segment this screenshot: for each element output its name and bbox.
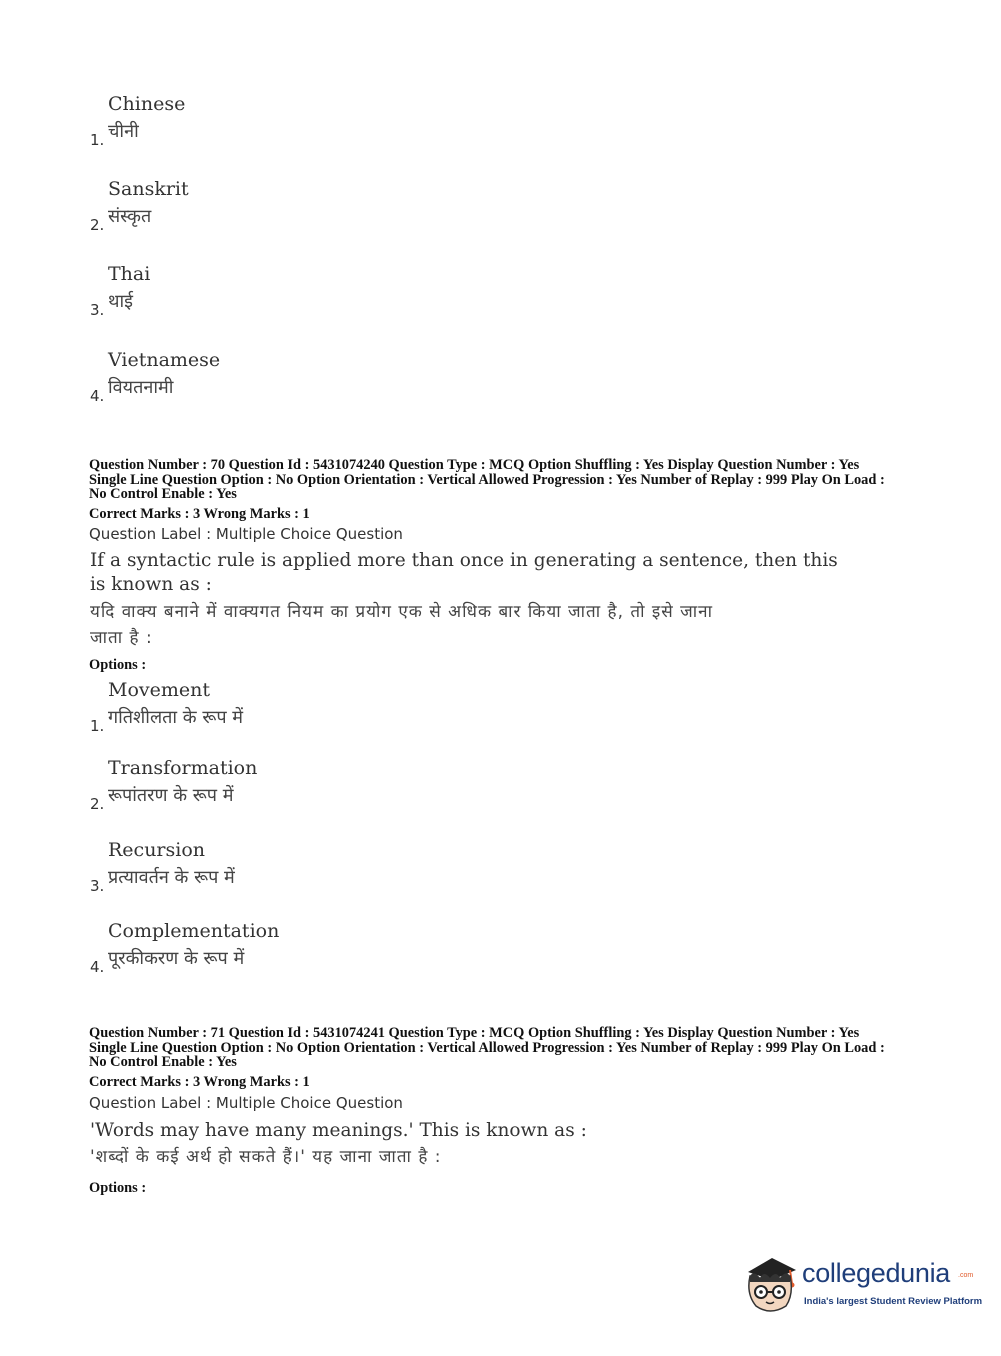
text-line: is known as : [90, 574, 212, 595]
option-text-hi: थाई [108, 291, 134, 312]
q71-question-text-en: 'Words may have many meanings.' This is known as : [90, 1120, 587, 1141]
option-text-en: Movement [108, 679, 211, 701]
meta-line: Question Number : 71 Question Id : 5431074241 Question Type : MCQ Option Shuffling : Yes Display Question Number : Yes [89, 1025, 860, 1041]
option-text-hi: पूरकीकरण के रूप में [108, 948, 245, 969]
q71-question-text-hi: 'शब्दों के कई अर्थ हो सकते हैं।' यह जाना जाता है : [90, 1147, 442, 1167]
option-number: 4. [90, 387, 105, 405]
q71-question-label: Question Label : Multiple Choice Question [89, 1094, 403, 1112]
option-text-en: Chinese [108, 93, 186, 115]
option-text-en: Sanskrit [108, 178, 189, 200]
collegedunia-logo [742, 1250, 983, 1316]
logo-tagline: India's largest Student Review Platform [804, 1296, 983, 1307]
option-text-en: Thai [108, 263, 151, 285]
option-text-hi: रूपांतरण के रूप में [108, 785, 234, 806]
meta-line: Single Line Question Option : No Option Orientation : Vertical Allowed Progression : Yes Number of Replay : 999 Play On Load : [89, 471, 885, 488]
logo-domain: .com [958, 1272, 974, 1279]
option-text-en: Complementation [108, 920, 280, 942]
q70-question-text-en [90, 549, 838, 597]
option-text-hi: चीनी [108, 121, 139, 142]
meta-line: No Control Enable : Yes [89, 1054, 237, 1070]
q71-options-label: Options : [89, 1180, 147, 1196]
option-number: 1. [90, 131, 105, 149]
q70-meta [89, 458, 919, 502]
option-number: 3. [90, 301, 105, 319]
option-text-en: Transformation [108, 757, 258, 779]
option-number: 4. [90, 958, 105, 976]
option-number: 2. [90, 795, 105, 813]
logo-wordmark: collegedunia [802, 1258, 951, 1288]
option-number: 2. [90, 216, 105, 234]
meta-line: Single Line Question Option : No Option Orientation : Vertical Allowed Progression : Yes Number of Replay : 999 Play On Load : [89, 1039, 885, 1056]
option-number: 1. [90, 717, 105, 735]
meta-line: No Control Enable : Yes [89, 486, 237, 502]
meta-line: Question Number : 70 Question Id : 5431074240 Question Type : MCQ Option Shuffling : Yes Display Question Number : Yes [89, 457, 860, 473]
option-number: 3. [90, 877, 105, 895]
q70-marks: Correct Marks : 3 Wrong Marks : 1 [89, 506, 310, 522]
option-text-hi: प्रत्यावर्तन के रूप में [108, 867, 235, 888]
q71-meta [89, 1026, 919, 1070]
q71-marks: Correct Marks : 3 Wrong Marks : 1 [89, 1074, 310, 1090]
text-line: If a syntactic rule is applied more than once in generating a sentence, then this [90, 550, 838, 571]
option-text-en: Vietnamese [108, 349, 221, 371]
option-text-hi: संस्कृत [108, 206, 152, 227]
option-text-hi: वियतनामी [108, 377, 174, 398]
option-text-hi: गतिशीलता के रूप में [108, 707, 244, 728]
q70-options-label: Options : [89, 657, 147, 673]
q70-question-label: Question Label : Multiple Choice Question [89, 525, 403, 543]
option-text-en: Recursion [108, 839, 206, 861]
q70-question-text-hi [90, 599, 713, 651]
text-line: जाता है : [90, 628, 153, 648]
text-line: यदि वाक्य बनाने में वाक्यगत नियम का प्रयोग एक से अधिक बार किया जाता है, तो इसे जाना [90, 602, 713, 622]
mascot-icon [742, 1250, 802, 1316]
